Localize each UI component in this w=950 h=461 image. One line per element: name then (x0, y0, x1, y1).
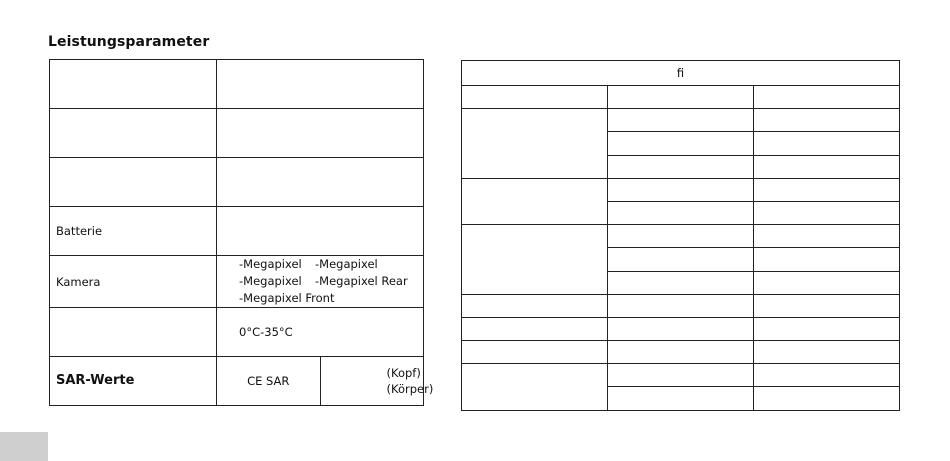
sar-head: (Kopf) (386, 366, 421, 380)
frequency-table (461, 60, 900, 411)
table-row (50, 357, 424, 406)
page-number-tab (0, 432, 48, 461)
sar-label: SAR-Werte (50, 357, 217, 406)
table-row (50, 109, 424, 158)
battery-label: Batterie (50, 207, 217, 256)
temperature-value: 0°C-35°C (217, 308, 424, 357)
table-row (462, 225, 900, 248)
sar-type: CE SAR (217, 357, 321, 406)
table-row (462, 294, 900, 317)
camera-label: Kamera (50, 256, 217, 308)
camera-line: -Megapixel -Megapixel (239, 257, 378, 271)
table-row (50, 256, 424, 308)
table-row (462, 341, 900, 364)
camera-value (217, 256, 424, 308)
table-header: ﬁ (462, 61, 900, 86)
table-row (50, 308, 424, 357)
table-row (462, 61, 900, 86)
table-row (462, 178, 900, 201)
table-row (50, 207, 424, 256)
camera-line: -Megapixel -Megapixel Rear (239, 274, 408, 288)
table-row (462, 364, 900, 387)
performance-parameters-table (49, 59, 434, 406)
table-row (462, 317, 900, 340)
sar-body: (Körper) (386, 382, 434, 396)
table-row (462, 109, 900, 132)
table-row (50, 60, 424, 109)
battery-value (217, 207, 424, 256)
table-row (462, 86, 900, 109)
table-row (50, 158, 424, 207)
sar-values (320, 357, 434, 406)
page-title: Leistungsparameter (48, 34, 210, 50)
camera-line: -Megapixel Front (239, 291, 335, 305)
